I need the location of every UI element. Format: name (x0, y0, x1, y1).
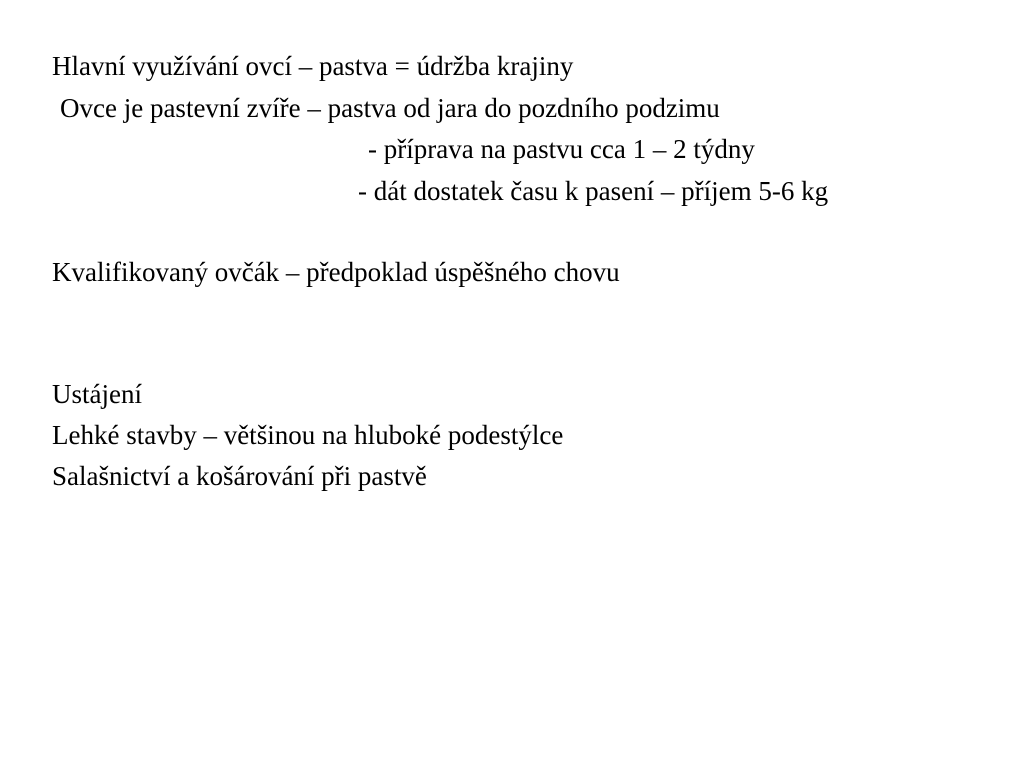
buildings-line: Lehké stavby – většinou na hluboké podestýlce (52, 420, 564, 450)
shepherd-line: Kvalifikovaný ovčák – předpoklad úspěšného chovu (52, 257, 620, 287)
pasture-line: Ovce je pastevní zvíře – pastva od jara do pozdního podzimu (60, 93, 720, 123)
housing-heading: Ustájení (52, 379, 142, 409)
intake-subline: - dát dostatek času k pasení – příjem 5-6 kg (358, 176, 829, 206)
preparation-subline: - příprava na pastvu cca 1 – 2 týdny (368, 134, 755, 164)
pasturing-line: Salašnictví a košárování při pastvě (52, 461, 427, 491)
grazing-heading: Hlavní využívání ovcí – pastva = údržba krajiny (52, 51, 574, 81)
